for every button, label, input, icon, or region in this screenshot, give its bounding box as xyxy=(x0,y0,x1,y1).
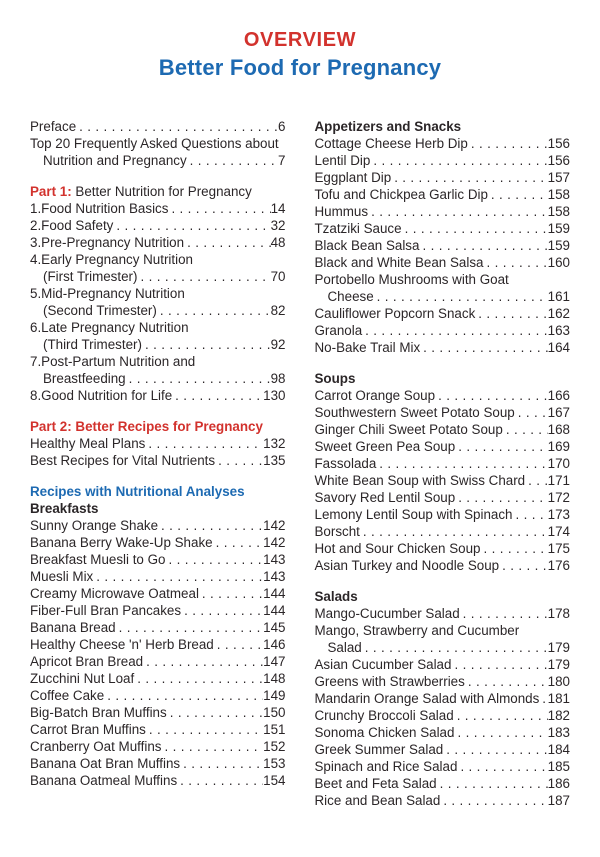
toc-column-right xyxy=(315,118,571,809)
toc-entry-label: Banana Berry Wake-Up Shake xyxy=(30,535,213,550)
toc-entry xyxy=(30,534,286,551)
toc-entry-label: Beet and Feta Salad xyxy=(314,776,437,791)
dot-leader xyxy=(157,302,271,319)
toc-entry-label: Asian Cucumber Salad xyxy=(314,657,452,672)
toc-column-left xyxy=(30,118,286,809)
page-number: 32 xyxy=(270,218,286,233)
toc-entry-label: Preface xyxy=(30,119,77,134)
toc-entry-label: Spinach and Rice Salad xyxy=(314,759,458,774)
toc-entry-label: Breastfeeding xyxy=(43,371,126,386)
toc-entry-label: Muesli Mix xyxy=(30,569,94,584)
toc-entry-label: 3.Pre-Pregnancy Nutrition xyxy=(30,235,185,250)
dot-leader xyxy=(143,653,263,670)
page-number: 159 xyxy=(547,221,570,236)
toc-entry xyxy=(30,200,286,217)
dot-leader xyxy=(460,605,548,622)
page-number: 175 xyxy=(547,541,570,556)
toc-entry xyxy=(315,438,571,455)
toc-entry xyxy=(30,670,286,687)
toc-entry xyxy=(30,251,286,268)
toc-entry xyxy=(30,602,286,619)
dot-leader xyxy=(165,551,263,568)
toc-entry-label: Sonoma Chicken Salad xyxy=(314,725,455,740)
toc-entry-label: Cauliflower Popcorn Snack xyxy=(314,306,476,321)
dot-leader xyxy=(437,775,548,792)
dot-leader xyxy=(213,534,264,551)
toc-entry-label: Zucchini Nut Loaf xyxy=(30,671,135,686)
toc-entry xyxy=(30,435,286,452)
toc-entry-label: Salad xyxy=(327,640,362,655)
dot-leader xyxy=(443,741,547,758)
toc-section xyxy=(315,588,571,809)
page-number: 6 xyxy=(278,119,286,134)
toc-section xyxy=(30,418,286,469)
toc-entry-label: Banana Oat Bran Muffins xyxy=(30,756,181,771)
page-number: 145 xyxy=(263,620,286,635)
toc-entry-label: 8.Good Nutrition for Life xyxy=(30,388,173,403)
toc-entry-label: Hot and Sour Chicken Soup xyxy=(314,541,481,556)
dot-leader xyxy=(440,792,547,809)
toc-entry xyxy=(315,707,571,724)
toc-entry-label: Recipes with Nutritional Analyses xyxy=(30,484,245,499)
page-number: 150 xyxy=(263,705,286,720)
toc-entry-label: Hummus xyxy=(314,204,369,219)
toc-entry-label: Asian Turkey and Noodle Soup xyxy=(314,558,500,573)
overview-label: OVERVIEW xyxy=(243,29,357,51)
toc-entry xyxy=(30,452,286,469)
page-number: 92 xyxy=(270,337,286,352)
toc-entry xyxy=(315,557,571,574)
page-number: 164 xyxy=(547,340,570,355)
toc-entry-label: No-Bake Trail Mix xyxy=(314,340,421,355)
dot-leader xyxy=(454,707,548,724)
toc-entry xyxy=(30,619,286,636)
toc-entry-label: 1.Food Nutrition Basics xyxy=(30,201,169,216)
page-number: 185 xyxy=(547,759,570,774)
toc-entry xyxy=(30,336,286,353)
section-heading xyxy=(315,118,571,135)
toc-entry xyxy=(315,169,571,186)
dot-leader xyxy=(215,452,263,469)
toc-entry-label: Carrot Bran Muffins xyxy=(30,722,146,737)
page-number: 180 xyxy=(547,674,570,689)
page-number: 167 xyxy=(547,405,570,420)
table-of-contents xyxy=(0,118,600,809)
toc-entry xyxy=(315,506,571,523)
toc-entry xyxy=(30,653,286,670)
toc-entry xyxy=(315,152,571,169)
page-number: 135 xyxy=(263,453,286,468)
toc-entry xyxy=(30,772,286,789)
dot-leader xyxy=(76,118,278,135)
page-number: 148 xyxy=(263,671,286,686)
toc-entry xyxy=(315,254,571,271)
toc-entry-label: Top 20 Frequently Asked Questions about xyxy=(30,136,279,151)
toc-entry-label: White Bean Soup with Swiss Chard xyxy=(314,473,526,488)
page-number: 156 xyxy=(547,153,570,168)
toc-entry xyxy=(315,605,571,622)
toc-entry xyxy=(30,738,286,755)
toc-entry xyxy=(30,755,286,772)
page-number: 142 xyxy=(263,535,286,550)
toc-entry-label: Tofu and Chickpea Garlic Dip xyxy=(314,187,488,202)
page-number: 154 xyxy=(263,773,286,788)
dot-leader xyxy=(142,336,271,353)
toc-entry-label: Part 1: Better Nutrition for Pregnancy xyxy=(30,184,252,199)
dot-leader xyxy=(113,217,270,234)
toc-entry-label: Fiber-Full Bran Pancakes xyxy=(30,603,182,618)
book-title: Better Food for Pregnancy xyxy=(158,55,442,80)
page-number: 179 xyxy=(547,640,570,655)
page-number: 166 xyxy=(547,388,570,403)
section-heading xyxy=(315,588,571,605)
page-number: 144 xyxy=(263,603,286,618)
page-number: 98 xyxy=(270,371,286,386)
toc-entry-label: Black and White Bean Salsa xyxy=(314,255,484,270)
dot-leader xyxy=(181,602,263,619)
toc-entry-label: Banana Bread xyxy=(30,620,116,635)
dot-leader xyxy=(184,234,271,251)
page-number: 171 xyxy=(547,473,570,488)
page-number: 187 xyxy=(547,793,570,808)
toc-entry-label: Borscht xyxy=(314,524,360,539)
dot-leader xyxy=(168,200,270,217)
toc-entry xyxy=(30,704,286,721)
dot-leader xyxy=(376,455,547,472)
dot-leader xyxy=(420,339,547,356)
dot-leader xyxy=(145,435,263,452)
toc-entry-label: Cranberry Oat Muffins xyxy=(30,739,162,754)
toc-entry xyxy=(30,319,286,336)
toc-entry xyxy=(315,656,571,673)
dot-leader xyxy=(93,568,263,585)
toc-entry xyxy=(315,758,571,775)
toc-entry-label: Apricot Bran Bread xyxy=(30,654,144,669)
page-number: 153 xyxy=(263,756,286,771)
page-number: 151 xyxy=(263,722,286,737)
section-heading xyxy=(30,500,286,517)
dot-leader xyxy=(515,404,548,421)
page-number: 172 xyxy=(547,490,570,505)
page-number: 7 xyxy=(278,153,286,168)
toc-entry-label: Part 2: Better Recipes for Pregnancy xyxy=(30,419,263,434)
toc-entry xyxy=(315,540,571,557)
toc-entry-label: 5.Mid-Pregnancy Nutrition xyxy=(30,286,185,301)
page-number: 178 xyxy=(547,606,570,621)
page-number: 144 xyxy=(263,586,286,601)
toc-entry-label: Healthy Cheese 'n' Herb Bread xyxy=(30,637,214,652)
dot-leader xyxy=(499,557,548,574)
toc-entry xyxy=(315,472,571,489)
toc-entry xyxy=(315,387,571,404)
section-heading xyxy=(30,418,286,435)
dot-leader xyxy=(199,585,263,602)
dot-leader xyxy=(455,438,547,455)
dot-leader xyxy=(525,472,548,489)
toc-entry-label: 6.Late Pregnancy Nutrition xyxy=(30,320,189,335)
toc-entry-label: (Third Trimester) xyxy=(43,337,142,352)
toc-entry xyxy=(30,568,286,585)
page-number: 149 xyxy=(263,688,286,703)
dot-leader xyxy=(172,387,263,404)
toc-entry xyxy=(30,370,286,387)
page-number: 14 xyxy=(270,201,286,216)
toc-entry-label: Lemony Lentil Soup with Spinach xyxy=(314,507,513,522)
section-heading xyxy=(315,370,571,387)
page-number: 158 xyxy=(547,204,570,219)
toc-section xyxy=(315,118,571,356)
toc-entry xyxy=(30,302,286,319)
toc-entry xyxy=(30,152,286,169)
dot-leader xyxy=(104,687,263,704)
toc-entry-label: Appetizers and Snacks xyxy=(314,119,462,134)
toc-entry-label: Mango-Cucumber Salad xyxy=(314,606,460,621)
dot-leader xyxy=(370,152,547,169)
toc-entry-label: Sweet Green Pea Soup xyxy=(314,439,456,454)
toc-entry-label: Sunny Orange Shake xyxy=(30,518,159,533)
toc-entry xyxy=(315,220,571,237)
dot-leader xyxy=(454,724,547,741)
dot-leader xyxy=(451,656,547,673)
dot-leader xyxy=(503,421,548,438)
page-number: 186 xyxy=(547,776,570,791)
toc-entry-label: Nutrition and Pregnancy xyxy=(43,153,187,168)
dot-leader xyxy=(362,639,548,656)
toc-entry xyxy=(315,305,571,322)
page-number: 82 xyxy=(270,303,286,318)
toc-entry-label: Soups xyxy=(314,371,356,386)
dot-leader xyxy=(134,670,263,687)
page-number: 159 xyxy=(547,238,570,253)
toc-entry-label: Banana Oatmeal Muffins xyxy=(30,773,178,788)
dot-leader xyxy=(161,738,263,755)
toc-entry xyxy=(30,217,286,234)
toc-entry xyxy=(315,741,571,758)
dot-leader xyxy=(360,523,548,540)
page-number: 143 xyxy=(263,552,286,567)
dot-leader xyxy=(180,755,263,772)
page-number: 184 xyxy=(547,742,570,757)
toc-entry xyxy=(30,551,286,568)
toc-entry xyxy=(30,353,286,370)
toc-entry xyxy=(315,322,571,339)
toc-section xyxy=(30,118,286,169)
page-number: 160 xyxy=(547,255,570,270)
toc-entry-label: Southwestern Sweet Potato Soup xyxy=(314,405,515,420)
page-number: 156 xyxy=(547,136,570,151)
toc-entry-label: Breakfasts xyxy=(30,501,99,516)
toc-entry-label: Crunchy Broccoli Salad xyxy=(314,708,454,723)
toc-entry-label: Ginger Chili Sweet Potato Soup xyxy=(314,422,503,437)
toc-entry-label: Carrot Orange Soup xyxy=(314,388,436,403)
dot-leader xyxy=(465,673,548,690)
page-number: 147 xyxy=(263,654,286,669)
toc-entry xyxy=(315,673,571,690)
toc-entry-label: Lentil Dip xyxy=(314,153,371,168)
dot-leader xyxy=(468,135,548,152)
toc-entry-label: Coffee Cake xyxy=(30,688,105,703)
dot-leader xyxy=(435,387,548,404)
dot-leader xyxy=(481,540,548,557)
toc-entry-label: Fassolada xyxy=(314,456,377,471)
dot-leader xyxy=(419,237,547,254)
toc-section xyxy=(30,183,286,404)
toc-entry-label: Creamy Microwave Oatmeal xyxy=(30,586,199,601)
toc-entry xyxy=(315,135,571,152)
page-number: 182 xyxy=(547,708,570,723)
toc-entry xyxy=(315,404,571,421)
page-number: 183 xyxy=(547,725,570,740)
page-number: 158 xyxy=(547,187,570,202)
page-number: 176 xyxy=(547,558,570,573)
section-heading xyxy=(30,483,286,500)
dot-leader xyxy=(214,636,263,653)
page-number: 174 xyxy=(547,524,570,539)
toc-entry xyxy=(315,203,571,220)
page-number: 169 xyxy=(547,439,570,454)
toc-entry xyxy=(315,724,571,741)
toc-entry-label: Breakfast Muesli to Go xyxy=(30,552,166,567)
toc-entry xyxy=(30,234,286,251)
dot-leader xyxy=(374,288,548,305)
toc-entry-label: Cottage Cheese Herb Dip xyxy=(314,136,468,151)
dot-leader xyxy=(455,489,547,506)
toc-entry xyxy=(30,585,286,602)
dot-leader xyxy=(513,506,548,523)
toc-entry xyxy=(315,489,571,506)
toc-entry xyxy=(315,455,571,472)
page-number: 168 xyxy=(547,422,570,437)
toc-entry xyxy=(30,118,286,135)
toc-entry xyxy=(30,285,286,302)
toc-entry-label: Salads xyxy=(314,589,358,604)
dot-leader xyxy=(167,704,263,721)
toc-entry xyxy=(315,339,571,356)
toc-entry-label: Granola xyxy=(314,323,363,338)
page-number: 132 xyxy=(263,436,286,451)
page-number: 70 xyxy=(270,269,286,284)
page-number: 157 xyxy=(547,170,570,185)
toc-entry-label: Greek Summer Salad xyxy=(314,742,444,757)
dot-leader xyxy=(158,517,263,534)
toc-entry-label: Mandarin Orange Salad with Almonds xyxy=(314,691,540,706)
page-number: 170 xyxy=(547,456,570,471)
dot-leader xyxy=(539,690,547,707)
page-number: 146 xyxy=(263,637,286,652)
page-number: 130 xyxy=(263,388,286,403)
toc-section xyxy=(315,370,571,574)
page-number: 152 xyxy=(263,739,286,754)
toc-entry xyxy=(315,421,571,438)
toc-entry xyxy=(30,517,286,534)
page-number: 179 xyxy=(547,657,570,672)
toc-entry-label: Black Bean Salsa xyxy=(314,238,420,253)
toc-entry xyxy=(315,690,571,707)
part-number-prefix: Part 1: xyxy=(30,184,72,199)
toc-entry-label: Healthy Meal Plans xyxy=(30,436,146,451)
toc-entry xyxy=(315,792,571,809)
toc-entry xyxy=(315,622,571,639)
dot-leader xyxy=(146,721,263,738)
toc-entry xyxy=(315,639,571,656)
page-number: 143 xyxy=(263,569,286,584)
toc-entry xyxy=(315,288,571,305)
toc-entry xyxy=(30,387,286,404)
toc-entry xyxy=(315,186,571,203)
dot-leader xyxy=(457,758,547,775)
dot-leader xyxy=(177,772,263,789)
toc-entry-label: Rice and Bean Salad xyxy=(314,793,441,808)
page-header xyxy=(0,0,600,81)
dot-leader xyxy=(116,619,264,636)
toc-entry-label: Portobello Mushrooms with Goat xyxy=(314,272,509,287)
page-number: 161 xyxy=(547,289,570,304)
toc-section xyxy=(30,483,286,789)
toc-entry-label: Best Recipes for Vital Nutrients xyxy=(30,453,216,468)
dot-leader xyxy=(483,254,547,271)
toc-entry-label: 2.Food Safety xyxy=(30,218,114,233)
toc-entry xyxy=(30,687,286,704)
toc-entry-label: Eggplant Dip xyxy=(314,170,392,185)
dot-leader xyxy=(137,268,270,285)
toc-entry xyxy=(30,268,286,285)
dot-leader xyxy=(475,305,547,322)
toc-entry-label: 4.Early Pregnancy Nutrition xyxy=(30,252,193,267)
dot-leader xyxy=(187,152,278,169)
toc-entry xyxy=(315,237,571,254)
dot-leader xyxy=(126,370,271,387)
toc-entry xyxy=(315,523,571,540)
toc-entry xyxy=(315,271,571,288)
toc-entry-label: (First Trimester) xyxy=(43,269,138,284)
toc-entry xyxy=(30,183,286,200)
toc-entry xyxy=(30,721,286,738)
dot-leader xyxy=(488,186,548,203)
toc-entry-label: Greens with Strawberries xyxy=(314,674,465,689)
toc-entry xyxy=(315,775,571,792)
toc-entry-label: (Second Trimester) xyxy=(43,303,157,318)
page-number: 181 xyxy=(547,691,570,706)
dot-leader xyxy=(362,322,548,339)
page-number: 173 xyxy=(547,507,570,522)
toc-entry xyxy=(30,636,286,653)
toc-entry-label: Tzatziki Sauce xyxy=(314,221,402,236)
page-number: 48 xyxy=(270,235,286,250)
toc-entry-label: Savory Red Lentil Soup xyxy=(314,490,456,505)
toc-entry-label: Mango, Strawberry and Cucumber xyxy=(314,623,520,638)
dot-leader xyxy=(402,220,548,237)
toc-entry-label: Cheese xyxy=(327,289,374,304)
page-number: 142 xyxy=(263,518,286,533)
toc-entry-label: 7.Post-Partum Nutrition and xyxy=(30,354,196,369)
dot-leader xyxy=(368,203,548,220)
page-number: 163 xyxy=(547,323,570,338)
page-number: 162 xyxy=(547,306,570,321)
toc-entry-label: Big-Batch Bran Muffins xyxy=(30,705,167,720)
toc-entry xyxy=(30,135,286,152)
dot-leader xyxy=(391,169,547,186)
